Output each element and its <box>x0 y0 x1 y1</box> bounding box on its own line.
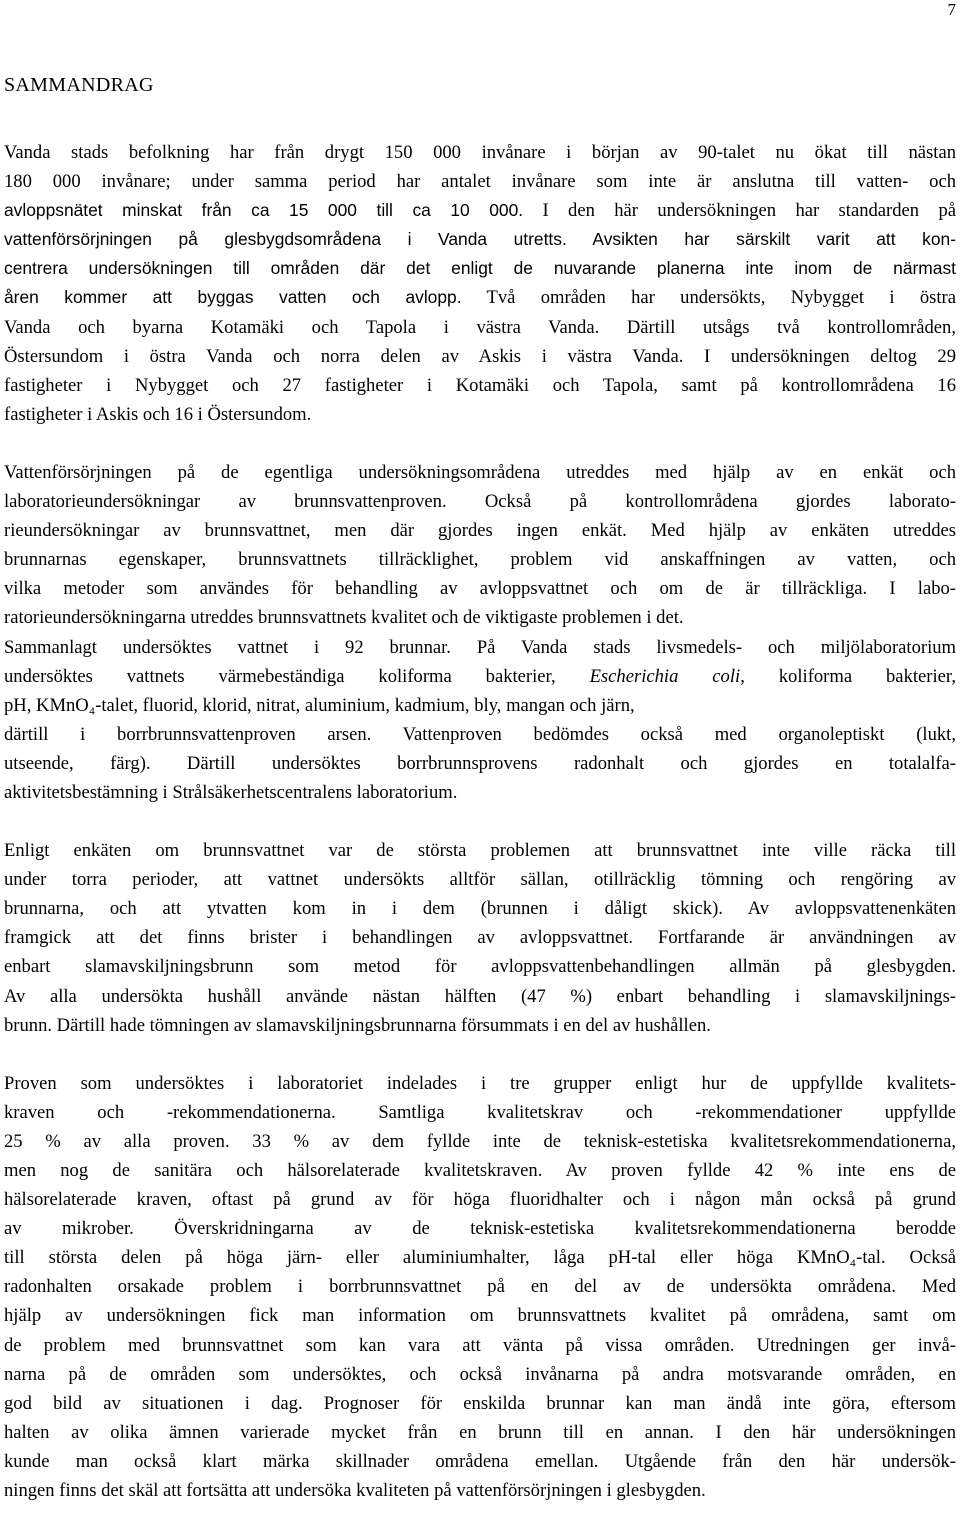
text-segment: radonhalten orsakade problem i borrbrunnsvattnet på en del av de undersökta områdena. Med <box>4 1276 956 1298</box>
text-line <box>4 138 956 167</box>
text-segment: till största delen på höga järn- eller aluminiumhalter, låga pH-tal eller höga KMnO₄-tal. Också <box>4 1247 956 1269</box>
paragraph-3 <box>4 836 956 1040</box>
text-line <box>4 952 956 981</box>
text-segment: vilka metoder som användes för behandling av avloppsvattnet och om de är tillräckliga. I labo- <box>4 578 956 600</box>
text-line <box>4 1272 956 1301</box>
text-segment: narna på de områden som undersöktes, och också invånarna på andra motsvarande områden, en <box>4 1363 956 1385</box>
text-line <box>4 1418 956 1447</box>
document-body <box>4 70 956 1534</box>
text-segment: Östersundom i östra Vanda och norra delen av Askis i västra Vanda. I undersökningen deltog 29 <box>4 345 956 367</box>
text-line <box>4 1156 956 1185</box>
text-segment: Enligt enkäten om brunnsvattnet var de största problemen att brunnsvattnet inte ville räcka till <box>4 840 956 862</box>
text-segment: 180 000 invånare; under samma period har antalet invånare som inte är anslutna till vatten- och <box>4 171 956 193</box>
text-line <box>4 313 956 342</box>
text-line <box>4 1069 956 1098</box>
text-segment: centrera undersökningen till områden där det enligt de nuvarande planerna inte inom de närmast <box>4 258 956 279</box>
text-segment: halten av olika ämnen varierade mycket från en brunn till en annan. I den här undersökningen <box>4 1421 956 1443</box>
text-line <box>4 342 956 371</box>
text-line <box>4 1214 956 1243</box>
paragraph-container <box>4 138 956 1505</box>
text-line <box>4 254 956 283</box>
text-line <box>4 778 956 807</box>
text-line <box>4 603 956 632</box>
text-segment: Vanda stads befolkning har från drygt 150 000 invånare i början av 90-talet nu ökat till nästan <box>4 142 956 163</box>
text-line <box>4 1301 956 1330</box>
text-segment: aktivitetsbestämning i Strålsäkerhetscentralens laboratorium. <box>4 781 458 803</box>
text-segment: I den här undersökningen har standarden på <box>523 200 957 222</box>
text-line <box>4 1011 956 1040</box>
text-line <box>4 923 956 952</box>
text-segment: brunnarnas egenskaper, brunnsvattnets tillräcklighet, problem vid anskaffningen av vatten, och <box>4 549 956 571</box>
text-segment: fastigheter i Nybygget och 27 fastigheter i Kotamäki och Tapola, samt på kontrollområdena 16 <box>4 374 956 396</box>
text-segment: , koliforma bakterier, <box>740 665 956 687</box>
paragraph-1 <box>4 138 956 429</box>
text-segment: brunnarna, och att ytvatten kom in i dem (brunnen i dåligt skick). Av avloppsvattenenkäten <box>4 898 956 920</box>
text-segment: brunn. Därtill hade tömningen av slamavskiljningsbrunnarna försummats i en del av hushållen. <box>4 1014 711 1036</box>
text-segment: Vanda och byarna Kotamäki och Tapola i västra Vanda. Därtill utsågs två kontrollområden, <box>4 316 956 338</box>
text-segment: åren kommer att byggas vatten och avlopp. <box>4 287 462 308</box>
paragraph-4 <box>4 1069 956 1505</box>
text-line <box>4 283 956 312</box>
text-line <box>4 836 956 865</box>
text-segment: hjälp av undersökningen fick man information om brunnsvattnets kvalitet på områdena, samt om <box>4 1305 956 1327</box>
text-line <box>4 516 956 545</box>
text-segment: Två områden har undersökts, Nybygget i östra <box>461 287 956 309</box>
text-line <box>4 1127 956 1156</box>
text-segment: Proven som undersöktes i laboratoriet indelades i tre grupper enligt hur de uppfyllde kvalitets- <box>4 1072 956 1094</box>
text-line <box>4 865 956 894</box>
text-segment: kraven och -rekommendationerna. Samtliga kvalitetskrav och -rekommendationer uppfyllde <box>4 1101 956 1123</box>
paragraph-2 <box>4 458 956 807</box>
text-segment: framgick att det finns brister i behandlingen av avloppsvattnet. Fortfarande är användningen av <box>4 927 956 949</box>
text-line <box>4 1360 956 1389</box>
text-line <box>4 633 956 662</box>
text-segment: men nog de sanitära och hälsorelaterade kvalitetskraven. Av proven fyllde 42 % inte ens de <box>4 1160 956 1181</box>
text-segment: fastigheter i Askis och 16 i Östersundom. <box>4 403 312 425</box>
text-segment: vattenförsörjningen på glesbygdsområdena i Vanda utretts. <box>4 229 567 250</box>
page-number: 7 <box>947 0 956 19</box>
text-segment: kunde man också klart märka skillnader områdena emellan. Utgående från den här undersök- <box>4 1450 956 1472</box>
text-segment: Vattenförsörjningen på de egentliga undersökningsområdena utreddes med hjälp av en enkät och <box>4 461 956 483</box>
text-segment: Av alla undersökta hushåll använde nästan hälften (47 %) enbart behandling i slamavskiljnings- <box>4 985 956 1007</box>
text-line <box>4 574 956 603</box>
section-heading: SAMMANDRAG <box>4 74 154 96</box>
text-line <box>4 749 956 778</box>
text-line <box>4 458 956 487</box>
text-line <box>4 1447 956 1476</box>
text-line <box>4 167 956 196</box>
text-line <box>4 225 956 254</box>
text-line <box>4 400 956 429</box>
text-line <box>4 545 956 574</box>
text-segment: avloppsnätet minskat från ca 15 000 till ca 10 000. <box>4 200 524 221</box>
text-segment: ratorieundersökningarna utreddes brunnsvattnets kvalitet och de viktigaste problemen i det. <box>4 607 684 629</box>
text-line <box>4 1185 956 1214</box>
text-segment: av mikrober. Överskridningarna av de teknisk-estetiska kvalitetsrekommendationerna berodde <box>4 1218 956 1240</box>
text-line <box>4 371 956 400</box>
italic-term: Escherichia coli <box>589 665 741 687</box>
text-line <box>4 982 956 1011</box>
text-segment: pH, KMnO₄-talet, fluorid, klorid, nitrat, aluminium, kadmium, bly, mangan och järn, <box>4 694 635 716</box>
text-segment: utseende, färg). Därtill undersöktes borrbrunnsprovens radonhalt och gjordes en totalalfa- <box>4 752 956 774</box>
text-line <box>4 196 956 225</box>
text-line <box>4 1389 956 1418</box>
text-segment: ningen finns det skäl att fortsätta att undersöka kvaliteten på vattenförsörjningen i glesbygden. <box>4 1480 706 1502</box>
text-line <box>4 1331 956 1360</box>
text-line <box>4 720 956 749</box>
text-segment: hälsorelaterade kraven, oftast på grund av för höga fluoridhalter och i någon mån också på grund <box>4 1189 956 1211</box>
text-segment: 25 % av alla proven. 33 % av dem fyllde inte de teknisk-estetiska kvalitetsrekommendationerna, <box>4 1130 956 1152</box>
text-line <box>4 487 956 516</box>
text-segment: enbart slamavskiljningsbrunn som metod för avloppsvattenbehandlingen allmän på glesbygden. <box>4 956 956 978</box>
text-segment: de problem med brunnsvattnet som kan vara att vänta på vissa områden. Utredningen ger invå- <box>4 1334 956 1356</box>
text-segment: därtill i borrbrunnsvattenproven arsen. Vattenproven bedömdes också med organoleptiskt (lukt, <box>4 723 956 745</box>
text-line <box>4 662 956 691</box>
text-segment: under torra perioder, att vattnet undersökts alltför sällan, otillräcklig tömning och rengöring av <box>4 869 956 891</box>
text-segment: undersöktes vattnets värmebeständiga koliforma bakterier, <box>4 665 590 687</box>
text-line <box>4 894 956 923</box>
text-segment: rieundersökningar av brunnsvattnet, men där gjordes ingen enkät. Med hjälp av enkäten utreddes <box>4 520 956 542</box>
text-line <box>4 1098 956 1127</box>
text-line <box>4 691 956 720</box>
text-segment: god bild av situationen i dag. Prognoser för enskilda brunnar kan man ändå inte göra, eftersom <box>4 1392 956 1414</box>
text-segment: Sammanlagt undersöktes vattnet i 92 brunnar. På Vanda stads livsmedels- och miljölaboratorium <box>4 636 956 658</box>
text-segment: laboratorieundersökningar av brunnsvattenproven. Också på kontrollområdena gjordes laborato- <box>4 491 956 513</box>
text-segment: Avsikten har särskilt varit att kon- <box>566 229 956 250</box>
text-line <box>4 1243 956 1272</box>
